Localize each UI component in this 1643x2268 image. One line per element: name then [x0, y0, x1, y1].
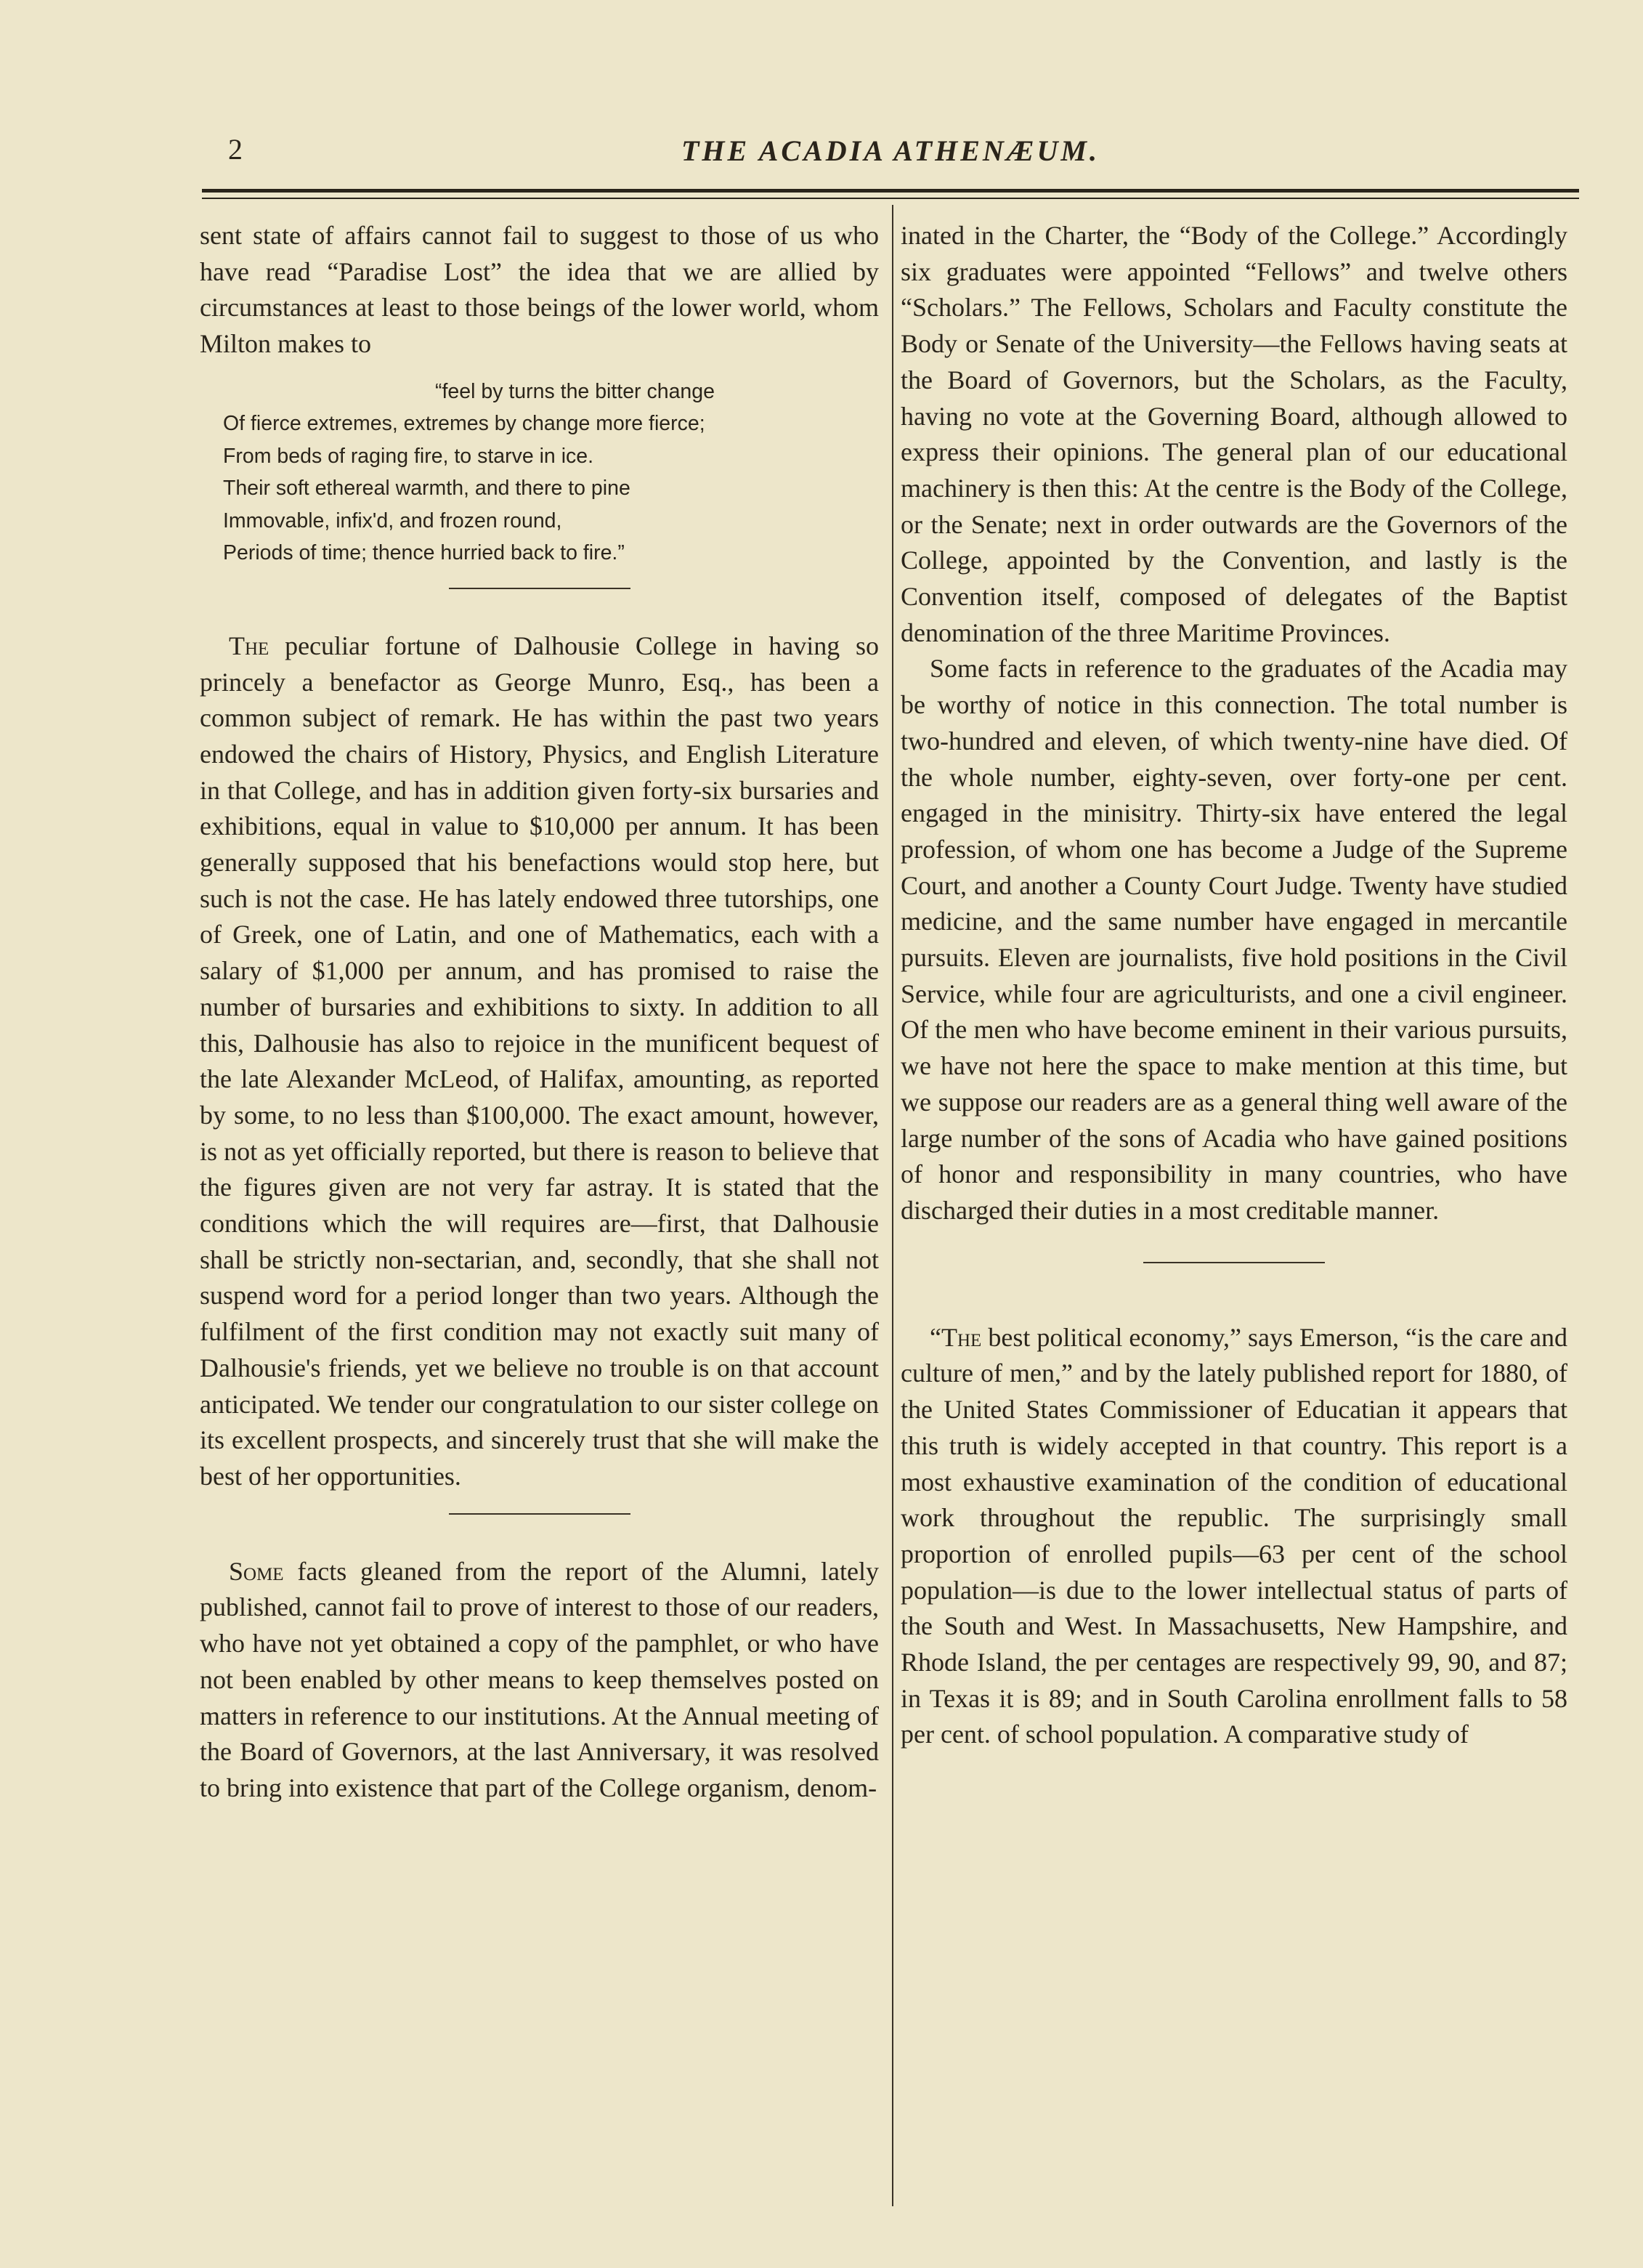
alumni-lead-word: Some: [229, 1556, 284, 1586]
header-rule-thin: [202, 198, 1579, 199]
header-rule-thick: [202, 189, 1579, 193]
poem-line: From beds of raging fire, to starve in ice.: [223, 444, 594, 468]
journal-title: THE ACADIA ATHENÆUM.: [681, 134, 1100, 167]
poem-line: “feel by turns the bitter change: [435, 379, 715, 403]
milton-quotation: [223, 376, 879, 570]
economy-text: best political economy,” says Emerson, “is the care and culture of men,” and by the lately published report for 1880, of the United States Commissioner of Educatian it appears that this truth is widely accepted in that country. This report is a most exhaustive examination of the condition of educational work throughout the republic. The surprisingly small proportion of enrolled pupils—63 per cent of the school population—is due to the lower intellectual status of parts of the South and West. In Massachusetts, New Hampshire, and Rhode Island, the per centages are respectively 99, 90, and 87; in Texas it is 89; and in South Carolina enrollment falls to 58 per cent. of school population. A comparative study of: [901, 1322, 1568, 1749]
economy-lead-word: “The: [930, 1322, 982, 1352]
left-column: [200, 218, 879, 1807]
section-divider: [1143, 1262, 1325, 1263]
graduates-paragraph: Some facts in reference to the graduates of the Acadia may be worthy of notice in this connection. The total number is two-hundred and eleven, of which twenty-nine have died. Of the whole number, eighty-seven, over forty-one per cent. engaged in the minisitry. Thirty-six have entered the legal profession, of whom one has become a Judge of the Supreme Court, and another a County Court Judge. Twenty have studied medicine, and the same number have engaged in mercantile pursuits. Eleven are journalists, five hold positions in the Civil Service, while four are agriculturists, and one a civil engineer. Of the men who have become eminent in their various pursuits, we have not here the space to make mention at this time, but we suppose our readers are as a general thing well aware of the large number of the sons of Acadia who have gained positions of honor and responsibility in many countries, who have discharged their duties in a most creditable manner.: [901, 654, 1567, 1225]
column-divider: [892, 205, 893, 2206]
page-number: 2: [228, 133, 243, 166]
continuation-paragraph: inated in the Charter, the “Body of the College.” Accordingly six graduates were appointed “Fellows” and twelve others “Scholars.” The Fellows, Scholars and Faculty constitute the Body or Senate of the University—the Fellows having seats at the Board of Governors, but the Scholars, as the Faculty, having no vote at the Governing Board, although allowed to express their opinions. The general plan of our educational machinery is then this: At the centre is the Body of the College, or the Senate; next in order outwards are the Governors of the College, appointed by the Convention, and lastly is the Convention itself, composed of delegates of the Baptist denomination of the three Maritime Provinces.: [901, 221, 1567, 647]
dalhousie-lead-word: The: [229, 631, 269, 660]
dalhousie-text: peculiar fortune of Dalhousie College in having so princely a benefactor as George Munro, Esq., has been a common subject of remark. He has within the past two years endowed the chairs of History, Physics, and English Literature in that College, and has in addition given forty-six bursaries and exhibitions, equal in value to $10,000 per annum. It has been generally supposed that his benefactions would stop here, but such is not the case. He has lately endowed three tutorships, one of Greek, one of Latin, and one of Mathematics, each with a salary of $1,000 per annum, and has promised to raise the number of bursaries and exhibitions to sixty. In addition to all this, Dalhousie has also to rejoice in the munificent bequest of the late Alexander McLeod, of Halifax, amounting, as reported by some, to no less than $100,000. The exact amount, however, is not as yet officially reported, but there is reason to believe that the figures given are not very far astray. It is stated that the conditions which the will requires are—first, that Dalhousie shall be strictly non-sectarian, and, secondly, that she shall not suspend word for a period longer than two years. Although the fulfilment of the first condition may not exactly suit many of Dalhousie's friends, yet we believe no trouble is on that account anticipated. We tender our congratulation to our sister college on its excellent prospects, and sincerely trust that she will make the best of her opportunities.: [200, 631, 879, 1491]
dalhousie-article: [200, 628, 879, 1495]
section-divider: [449, 588, 630, 589]
alumni-article: [200, 1554, 879, 1807]
poem-line: Of fierce extremes, extremes by change more fierce;: [223, 412, 705, 436]
right-column: [901, 218, 1567, 1753]
poem-line: Their soft ethereal warmth, and there to pine: [223, 477, 630, 501]
page-header: [202, 123, 1579, 174]
poem-line: Immovable, infix'd, and frozen round,: [223, 509, 562, 532]
poem-line: Periods of time; thence hurried back to fire.”: [223, 541, 625, 565]
intro-paragraph: sent state of affairs cannot fail to suggest to those of us who have read “Paradise Lost” the idea that we are allied by circumstances at least to those beings of the lower world, whom Milton makes to: [200, 221, 879, 359]
economy-article: [901, 1320, 1567, 1753]
alumni-text: facts gleaned from the report of the Alumni, lately published, cannot fail to prove of interest to those of our readers, who have not yet obtained a copy of the pamphlet, or who have not been enabled by other means to keep themselves posted on matters in reference to our institutions. At the Annual meeting of the Board of Governors, at the last Anniversary, it was resolved to bring into existence that part of the College organism, denom-: [200, 1556, 880, 1802]
section-divider: [449, 1513, 630, 1515]
